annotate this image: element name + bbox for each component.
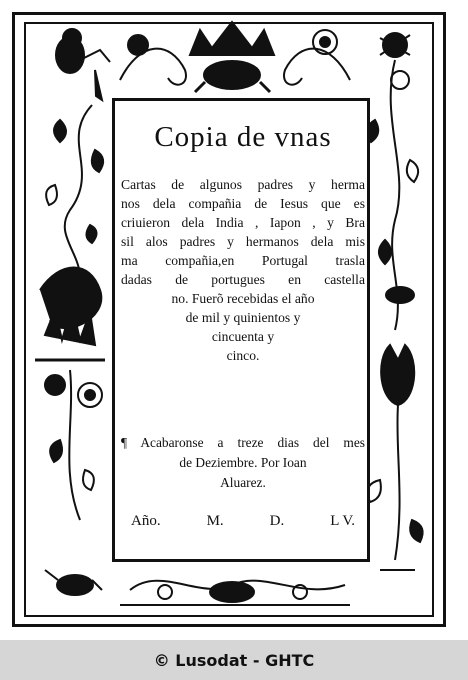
description-line: no. Fuerõ recebidas el año bbox=[171, 291, 315, 306]
date-part: L V. bbox=[330, 513, 355, 529]
phoenix-figure bbox=[35, 268, 105, 361]
copyright-footer bbox=[0, 640, 468, 680]
colophon-line: de Deziembre. Por Ioan bbox=[179, 455, 307, 470]
book-title: Copia de vnas bbox=[154, 121, 332, 153]
right-tulip bbox=[368, 345, 423, 570]
date-part: Año. bbox=[131, 513, 161, 529]
date-part: M. bbox=[206, 513, 224, 529]
right-flowers bbox=[367, 33, 418, 330]
colophon-line: ¶ Acabaronse a treze dias del mes bbox=[121, 435, 365, 450]
description-line: ma compañia,en Portugal trasla bbox=[121, 253, 365, 268]
description-line: cinco. bbox=[226, 348, 260, 363]
colophon-line: Aluarez. bbox=[220, 475, 266, 490]
copyright-text: © Lusodat - GHTC bbox=[153, 650, 315, 670]
description-line: Cartas de algunos padres y herma bbox=[121, 177, 365, 192]
description-line: de mil y quinientos y bbox=[185, 310, 301, 325]
description-line: nos dela compañia de Iesus que es bbox=[121, 196, 365, 211]
description-line: cincuenta y bbox=[211, 329, 275, 344]
description-line: dadas de portugues en castella bbox=[121, 272, 365, 287]
colophon bbox=[121, 433, 365, 493]
title-text-panel bbox=[112, 98, 370, 562]
publication-date bbox=[131, 513, 355, 530]
description-line: sil alos padres y hermanos dela mis bbox=[121, 234, 365, 249]
title-description bbox=[121, 175, 365, 365]
date-part: D. bbox=[269, 513, 285, 529]
top-ornament bbox=[120, 22, 350, 92]
bottom-ornament bbox=[120, 581, 350, 605]
left-thistle bbox=[45, 370, 102, 595]
description-line: criuieron dela India , Iapon , y Bra bbox=[121, 215, 365, 230]
monkey-figure bbox=[56, 29, 110, 100]
